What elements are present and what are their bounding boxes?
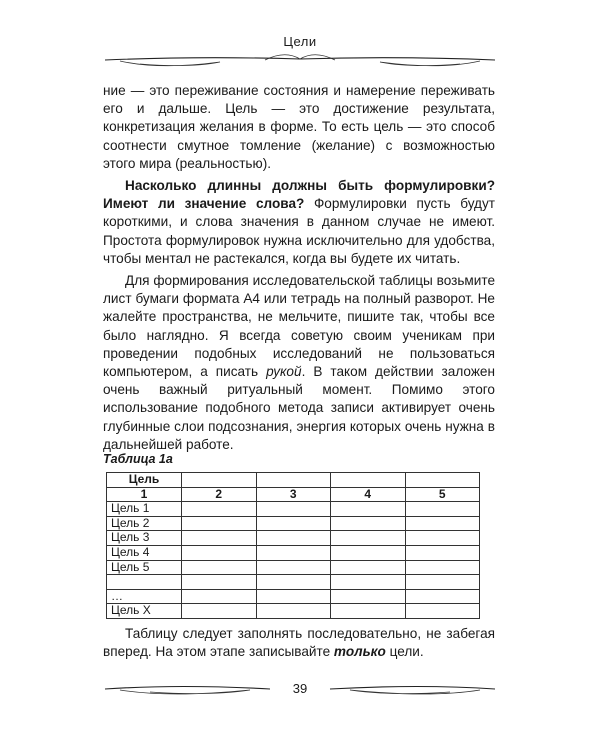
table-cell (182, 516, 257, 531)
page-number: 39 (292, 681, 308, 696)
table-cell (405, 575, 480, 590)
table-cell (331, 575, 406, 590)
table-cell (182, 589, 257, 604)
row-label: Цель 3 (107, 531, 182, 546)
table-cell (331, 589, 406, 604)
header-ornament-icon (100, 46, 500, 72)
paragraph-3-part-a: Для формирования исследовательской таблицы возьмите лист бумаги формата А4 или тетрадь на полный разворот. Не жалейте пространства, не мельчите, пишите так, чтобы все было наглядно. Я всегда советую своим ученикам при проведении подобных исследований не пользоваться компьютером, а писать (103, 273, 495, 380)
table-cell (256, 560, 331, 575)
header-title: Цели (283, 34, 317, 49)
table-cell (256, 589, 331, 604)
table-row (107, 502, 480, 517)
table-row (107, 560, 480, 575)
table-cell (256, 473, 331, 488)
table-cell (331, 545, 406, 560)
table-header-label-row (107, 473, 480, 488)
table-cell (256, 502, 331, 517)
table-header-label: Цель (107, 473, 182, 488)
table-cell (405, 516, 480, 531)
closing-text (103, 625, 495, 661)
table-cell (405, 502, 480, 517)
table-cell (331, 531, 406, 546)
paragraph-3 (103, 272, 495, 454)
table-cell (331, 502, 406, 517)
table-cell (331, 516, 406, 531)
table-cell (182, 473, 257, 488)
page-footer (100, 678, 500, 700)
table-cell (405, 545, 480, 560)
table-cell (256, 545, 331, 560)
table-cell (331, 473, 406, 488)
row-label: Цель 5 (107, 560, 182, 575)
column-number: 3 (256, 487, 331, 502)
table-cell (256, 604, 331, 619)
table-cell (405, 604, 480, 619)
table-cell (182, 545, 257, 560)
paragraph-2-question: Насколько длинны должны быть формулировки? Имеют ли значение слова? (103, 178, 495, 212)
table-cell (256, 575, 331, 590)
table-row (107, 545, 480, 560)
row-label (107, 575, 182, 590)
table-cell (331, 560, 406, 575)
body-text (103, 82, 495, 458)
running-header (100, 30, 500, 72)
paragraph-3-part-b: . В таком действии заложен очень важный ритуальный момент. Помимо этого использование подобного метода записи активирует очень глубинные слои подсознания, энергия которых очень нужна в дальнейшей работе. (103, 364, 495, 452)
row-label: Цель 4 (107, 545, 182, 560)
table-column-numbers-row (107, 487, 480, 502)
table-cell (256, 531, 331, 546)
table-row (107, 575, 480, 590)
table-row (107, 604, 480, 619)
table-cell (256, 516, 331, 531)
table-row (107, 589, 480, 604)
paragraph-1: ние — это переживание состояния и намерение переживать его и дальше. Цель — это достижение результата, конкретизация желания в форме. То есть цель — это способ соотнести смутное томление (желание) с возможностью этого мира (реальностью). (103, 83, 495, 171)
table-cell (182, 560, 257, 575)
table-cell (405, 473, 480, 488)
paragraph-2 (103, 177, 495, 268)
research-table (106, 472, 480, 619)
table-cell (182, 575, 257, 590)
paragraph-3-emphasis: рукой (266, 364, 302, 380)
table-cell (405, 589, 480, 604)
table-cell (405, 560, 480, 575)
row-label: Цель X (107, 604, 182, 619)
column-number: 2 (182, 487, 257, 502)
paragraph-2-answer: Формулировки пусть будут короткими, и слова значения в данном случае не имеют. Простота формулировок нужна исключительно для удобства, чтобы ментал не растекался, когда вы будете их читать. (103, 196, 495, 266)
column-number: 4 (331, 487, 406, 502)
table-cell (182, 531, 257, 546)
table-cell (405, 531, 480, 546)
row-label: Цель 2 (107, 516, 182, 531)
table-row (107, 531, 480, 546)
closing-part-a: Таблицу следует заполнять последовательно, не забегая вперед. На этом этапе записывайте (103, 626, 495, 660)
row-label: Цель 1 (107, 502, 182, 517)
row-label: … (107, 589, 182, 604)
closing-emphasis: только (333, 644, 386, 660)
table-cell (182, 502, 257, 517)
closing-paragraph (103, 625, 495, 661)
table-cell (331, 604, 406, 619)
column-number: 5 (405, 487, 480, 502)
table-row (107, 516, 480, 531)
table-cell (182, 604, 257, 619)
table-caption: Таблица 1а (103, 452, 173, 466)
column-number: 1 (107, 487, 182, 502)
closing-part-b: цели. (385, 644, 424, 660)
